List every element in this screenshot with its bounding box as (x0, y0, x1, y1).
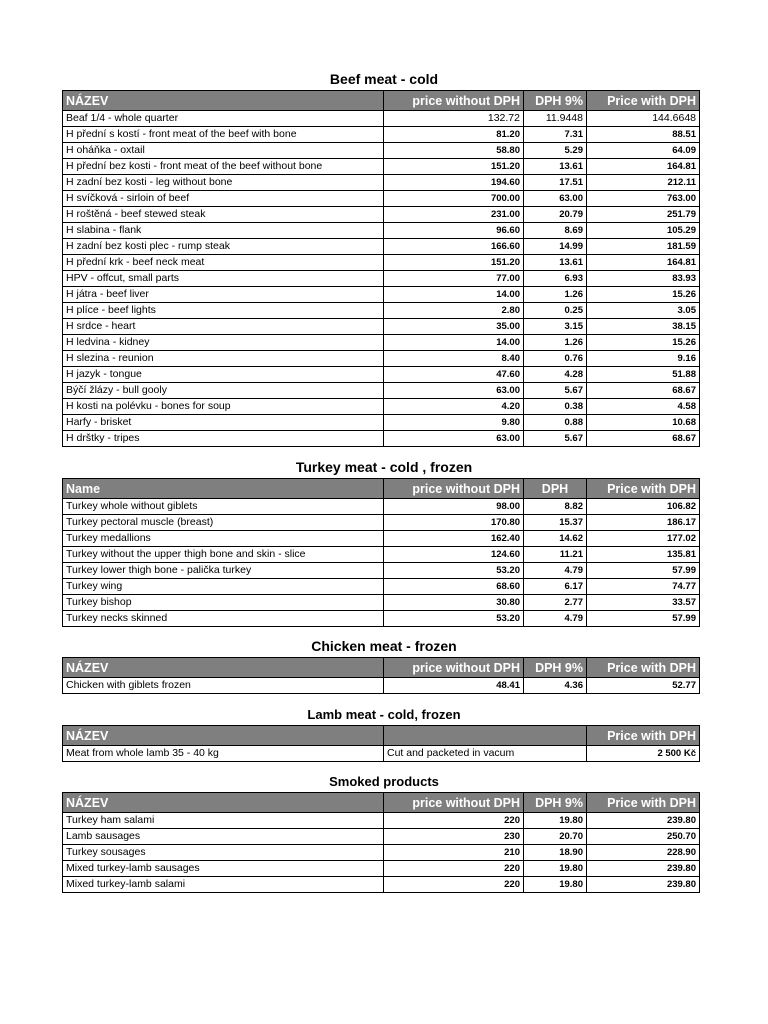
header-price-without-dph: price without DPH (384, 479, 524, 499)
table-row (63, 547, 700, 563)
dph-cell: 18.90 (524, 845, 587, 861)
price-without-dph-cell: 48.41 (384, 678, 524, 694)
table-row (63, 383, 700, 399)
dph-cell: 1.26 (524, 335, 587, 351)
header-price-without-dph: price without DPH (384, 793, 524, 813)
table-row (63, 829, 700, 845)
item-name-cell: H zadní bez kosti plec - rump steak (63, 239, 384, 255)
dph-cell: 8.69 (524, 223, 587, 239)
price-with-dph-cell: 9.16 (587, 351, 700, 367)
price-with-dph-cell: 15.26 (587, 335, 700, 351)
beef-header-row (63, 91, 700, 111)
price-without-dph-cell: 151.20 (384, 255, 524, 271)
price-without-dph-cell: 96.60 (384, 223, 524, 239)
price-with-dph-cell: 250.70 (587, 829, 700, 845)
price-with-dph-cell: 164.81 (587, 159, 700, 175)
item-name-cell: H játra - beef liver (63, 287, 384, 303)
lamb-table-body (63, 746, 700, 762)
dph-cell: 8.82 (524, 499, 587, 515)
price-with-dph-cell: 763.00 (587, 191, 700, 207)
dph-cell: 5.67 (524, 431, 587, 447)
chicken-section-title: Chicken meat - frozen (311, 638, 457, 654)
item-name-cell: H slabina - flank (63, 223, 384, 239)
item-name-cell: H jazyk - tongue (63, 367, 384, 383)
dph-cell: 6.93 (524, 271, 587, 287)
item-name-cell: Turkey lower thigh bone - palička turkey (63, 563, 384, 579)
table-row (63, 271, 700, 287)
price-with-dph-cell: 10.68 (587, 415, 700, 431)
turkey-section-title: Turkey meat - cold , frozen (295, 459, 473, 475)
dph-cell: 14.99 (524, 239, 587, 255)
table-row (63, 287, 700, 303)
table-row (63, 143, 700, 159)
dph-cell: 63.00 (524, 191, 587, 207)
price-without-dph-cell: 170.80 (384, 515, 524, 531)
header-price-with-dph: Price with DPH (587, 726, 700, 746)
dph-cell: 0.76 (524, 351, 587, 367)
price-with-dph-cell: 164.81 (587, 255, 700, 271)
header-price-without-dph: price without DPH (384, 91, 524, 111)
item-name-cell: Turkey wing (63, 579, 384, 595)
item-name-cell: H zadní bez kosti - leg without bone (63, 175, 384, 191)
table-row (63, 335, 700, 351)
dph-cell: 4.79 (524, 563, 587, 579)
price-without-dph-cell: 220 (384, 877, 524, 893)
item-name-cell: Lamb sausages (63, 829, 384, 845)
item-name-cell: H drštky - tripes (63, 431, 384, 447)
price-with-dph-cell: 3.05 (587, 303, 700, 319)
price-with-dph-cell: 57.99 (587, 611, 700, 627)
table-row (63, 515, 700, 531)
price-without-dph-cell: 63.00 (384, 383, 524, 399)
dph-cell: 11.21 (524, 547, 587, 563)
dph-cell: 1.26 (524, 287, 587, 303)
item-name-cell: Turkey without the upper thigh bone and skin - slice (63, 547, 384, 563)
item-name-cell: HPV - offcut, small parts (63, 271, 384, 287)
lamb-table (62, 725, 700, 762)
item-name-cell: H srdce - heart (63, 319, 384, 335)
price-with-dph-cell: 68.67 (587, 431, 700, 447)
item-name-cell: Turkey medallions (63, 531, 384, 547)
price-with-dph-cell: 177.02 (587, 531, 700, 547)
price-with-dph-cell: 228.90 (587, 845, 700, 861)
smoked-section-title: Smoked products (329, 774, 439, 789)
header-blank (384, 726, 587, 746)
price-with-dph-cell: 186.17 (587, 515, 700, 531)
table-row (63, 319, 700, 335)
price-without-dph-cell: 63.00 (384, 431, 524, 447)
dph-cell: 19.80 (524, 861, 587, 877)
turkey-table (62, 478, 700, 627)
chicken-header-row (63, 658, 700, 678)
table-row (63, 579, 700, 595)
table-row (63, 845, 700, 861)
table-row (63, 611, 700, 627)
price-without-dph-cell: 9.80 (384, 415, 524, 431)
price-with-dph-cell: 105.29 (587, 223, 700, 239)
table-row (63, 159, 700, 175)
item-name-cell: H slezina - reunion (63, 351, 384, 367)
price-with-dph-cell: 212.11 (587, 175, 700, 191)
price-with-dph-cell: 239.80 (587, 877, 700, 893)
price-without-dph-cell: 68.60 (384, 579, 524, 595)
table-row (63, 595, 700, 611)
table-row (63, 563, 700, 579)
header-dph: DPH 9% (524, 91, 587, 111)
header-name: NÁZEV (63, 793, 384, 813)
item-name-cell: H přední bez kosti - front meat of the beef without bone (63, 159, 384, 175)
item-name-cell: H přední s kostí - front meat of the beef with bone (63, 127, 384, 143)
price-without-dph-cell: 151.20 (384, 159, 524, 175)
item-name-cell: Turkey necks skinned (63, 611, 384, 627)
header-price-with-dph: Price with DPH (587, 793, 700, 813)
price-without-dph-cell: 58.80 (384, 143, 524, 159)
beef-table (62, 90, 700, 447)
item-name-cell: Býčí žlázy - bull gooly (63, 383, 384, 399)
header-name: NÁZEV (63, 91, 384, 111)
price-with-dph-cell: 251.79 (587, 207, 700, 223)
price-with-dph-cell: 135.81 (587, 547, 700, 563)
item-name-cell: Turkey whole without giblets (63, 499, 384, 515)
dph-cell: 20.79 (524, 207, 587, 223)
price-without-dph-cell: 53.20 (384, 563, 524, 579)
table-row (63, 746, 700, 762)
price-without-dph-cell: 8.40 (384, 351, 524, 367)
table-row (63, 813, 700, 829)
item-name-cell: Meat from whole lamb 35 - 40 kg (63, 746, 384, 762)
dph-cell: 0.88 (524, 415, 587, 431)
price-with-dph-cell: 52.77 (587, 678, 700, 694)
item-name-cell: Harfy - brisket (63, 415, 384, 431)
dph-cell: 5.67 (524, 383, 587, 399)
table-row (63, 877, 700, 893)
price-with-dph-cell: 181.59 (587, 239, 700, 255)
header-price-with-dph: Price with DPH (587, 91, 700, 111)
price-without-dph-cell: 35.00 (384, 319, 524, 335)
price-without-dph-cell: 220 (384, 813, 524, 829)
dph-cell: 13.61 (524, 255, 587, 271)
header-dph: DPH 9% (524, 793, 587, 813)
price-without-dph-cell: 4.20 (384, 399, 524, 415)
lamb-section-title: Lamb meat - cold, frozen (307, 707, 461, 722)
header-price-with-dph: Price with DPH (587, 479, 700, 499)
turkey-table-body (63, 499, 700, 627)
dph-cell: 15.37 (524, 515, 587, 531)
smoked-table (62, 792, 700, 893)
dph-cell: 5.29 (524, 143, 587, 159)
price-with-dph-cell: 51.88 (587, 367, 700, 383)
price-without-dph-cell: 2.80 (384, 303, 524, 319)
price-without-dph-cell: 700.00 (384, 191, 524, 207)
item-name-cell: H roštěná - beef stewed steak (63, 207, 384, 223)
dph-cell: 4.28 (524, 367, 587, 383)
price-without-dph-cell: 166.60 (384, 239, 524, 255)
price-without-dph-cell: 124.60 (384, 547, 524, 563)
table-row (63, 303, 700, 319)
item-name-cell: H oháňka - oxtail (63, 143, 384, 159)
dph-cell: 3.15 (524, 319, 587, 335)
table-row (63, 399, 700, 415)
dph-cell: 13.61 (524, 159, 587, 175)
table-row (63, 531, 700, 547)
price-without-dph-cell: 132.72 (384, 111, 524, 127)
item-name-cell: Turkey pectoral muscle (breast) (63, 515, 384, 531)
price-without-dph-cell: 30.80 (384, 595, 524, 611)
item-name-cell: H svíčková - sirloin of beef (63, 191, 384, 207)
table-row (63, 255, 700, 271)
item-name-cell: Turkey bishop (63, 595, 384, 611)
dph-cell: 0.38 (524, 399, 587, 415)
dph-cell: 6.17 (524, 579, 587, 595)
smoked-header-row (63, 793, 700, 813)
price-with-dph-cell: 83.93 (587, 271, 700, 287)
price-with-dph-cell: 4.58 (587, 399, 700, 415)
dph-cell: 14.62 (524, 531, 587, 547)
table-row (63, 223, 700, 239)
dph-cell: 0.25 (524, 303, 587, 319)
table-row (63, 415, 700, 431)
price-with-dph-cell: 144.6648 (587, 111, 700, 127)
header-price-without-dph: price without DPH (384, 658, 524, 678)
price-with-dph-cell: 74.77 (587, 579, 700, 595)
price-with-dph-cell: 106.82 (587, 499, 700, 515)
dph-cell: 20.70 (524, 829, 587, 845)
item-name-cell: H plíce - beef lights (63, 303, 384, 319)
price-with-dph-cell: 68.67 (587, 383, 700, 399)
table-row (63, 499, 700, 515)
item-name-cell: H přední krk - beef neck meat (63, 255, 384, 271)
dph-cell: 7.31 (524, 127, 587, 143)
note-cell: Cut and packeted in vacum (384, 746, 587, 762)
price-without-dph-cell: 162.40 (384, 531, 524, 547)
price-with-dph-cell: 88.51 (587, 127, 700, 143)
price-without-dph-cell: 14.00 (384, 287, 524, 303)
price-without-dph-cell: 98.00 (384, 499, 524, 515)
dph-cell: 19.80 (524, 877, 587, 893)
header-name: NÁZEV (63, 726, 384, 746)
table-row (63, 678, 700, 694)
lamb-header-row (63, 726, 700, 746)
table-row (63, 351, 700, 367)
table-row (63, 367, 700, 383)
item-name-cell: Chicken with giblets frozen (63, 678, 384, 694)
item-name-cell: H ledvina - kidney (63, 335, 384, 351)
price-with-dph-cell: 64.09 (587, 143, 700, 159)
price-with-dph-cell: 239.80 (587, 813, 700, 829)
price-without-dph-cell: 194.60 (384, 175, 524, 191)
header-price-with-dph: Price with DPH (587, 658, 700, 678)
price-with-dph-cell: 239.80 (587, 861, 700, 877)
dph-cell: 11.9448 (524, 111, 587, 127)
table-row (63, 127, 700, 143)
item-name-cell: Mixed turkey-lamb sausages (63, 861, 384, 877)
table-row (63, 175, 700, 191)
item-name-cell: H kosti na polévku - bones for soup (63, 399, 384, 415)
chicken-table-body (63, 678, 700, 694)
header-dph: DPH (524, 479, 587, 499)
header-name: NÁZEV (63, 658, 384, 678)
header-dph: DPH 9% (524, 658, 587, 678)
price-without-dph-cell: 231.00 (384, 207, 524, 223)
price-without-dph-cell: 81.20 (384, 127, 524, 143)
item-name-cell: Mixed turkey-lamb salami (63, 877, 384, 893)
table-row (63, 431, 700, 447)
table-row (63, 207, 700, 223)
price-with-dph-cell: 38.15 (587, 319, 700, 335)
dph-cell: 4.36 (524, 678, 587, 694)
price-with-dph-cell: 15.26 (587, 287, 700, 303)
price-without-dph-cell: 77.00 (384, 271, 524, 287)
header-name: Name (63, 479, 384, 499)
beef-table-body (63, 111, 700, 447)
table-row (63, 191, 700, 207)
item-name-cell: Turkey sousages (63, 845, 384, 861)
table-row (63, 239, 700, 255)
price-without-dph-cell: 14.00 (384, 335, 524, 351)
item-name-cell: Beaf 1/4 - whole quarter (63, 111, 384, 127)
dph-cell: 4.79 (524, 611, 587, 627)
table-row (63, 861, 700, 877)
price-with-dph-cell: 57.99 (587, 563, 700, 579)
dph-cell: 19.80 (524, 813, 587, 829)
price-without-dph-cell: 210 (384, 845, 524, 861)
price-with-dph-cell: 2 500 Kč (587, 746, 700, 762)
table-row (63, 111, 700, 127)
item-name-cell: Turkey ham salami (63, 813, 384, 829)
dph-cell: 2.77 (524, 595, 587, 611)
price-without-dph-cell: 47.60 (384, 367, 524, 383)
chicken-table (62, 657, 700, 694)
price-with-dph-cell: 33.57 (587, 595, 700, 611)
beef-section-title: Beef meat - cold (329, 71, 439, 87)
dph-cell: 17.51 (524, 175, 587, 191)
turkey-header-row (63, 479, 700, 499)
smoked-table-body (63, 813, 700, 893)
price-without-dph-cell: 53.20 (384, 611, 524, 627)
price-without-dph-cell: 230 (384, 829, 524, 845)
price-without-dph-cell: 220 (384, 861, 524, 877)
